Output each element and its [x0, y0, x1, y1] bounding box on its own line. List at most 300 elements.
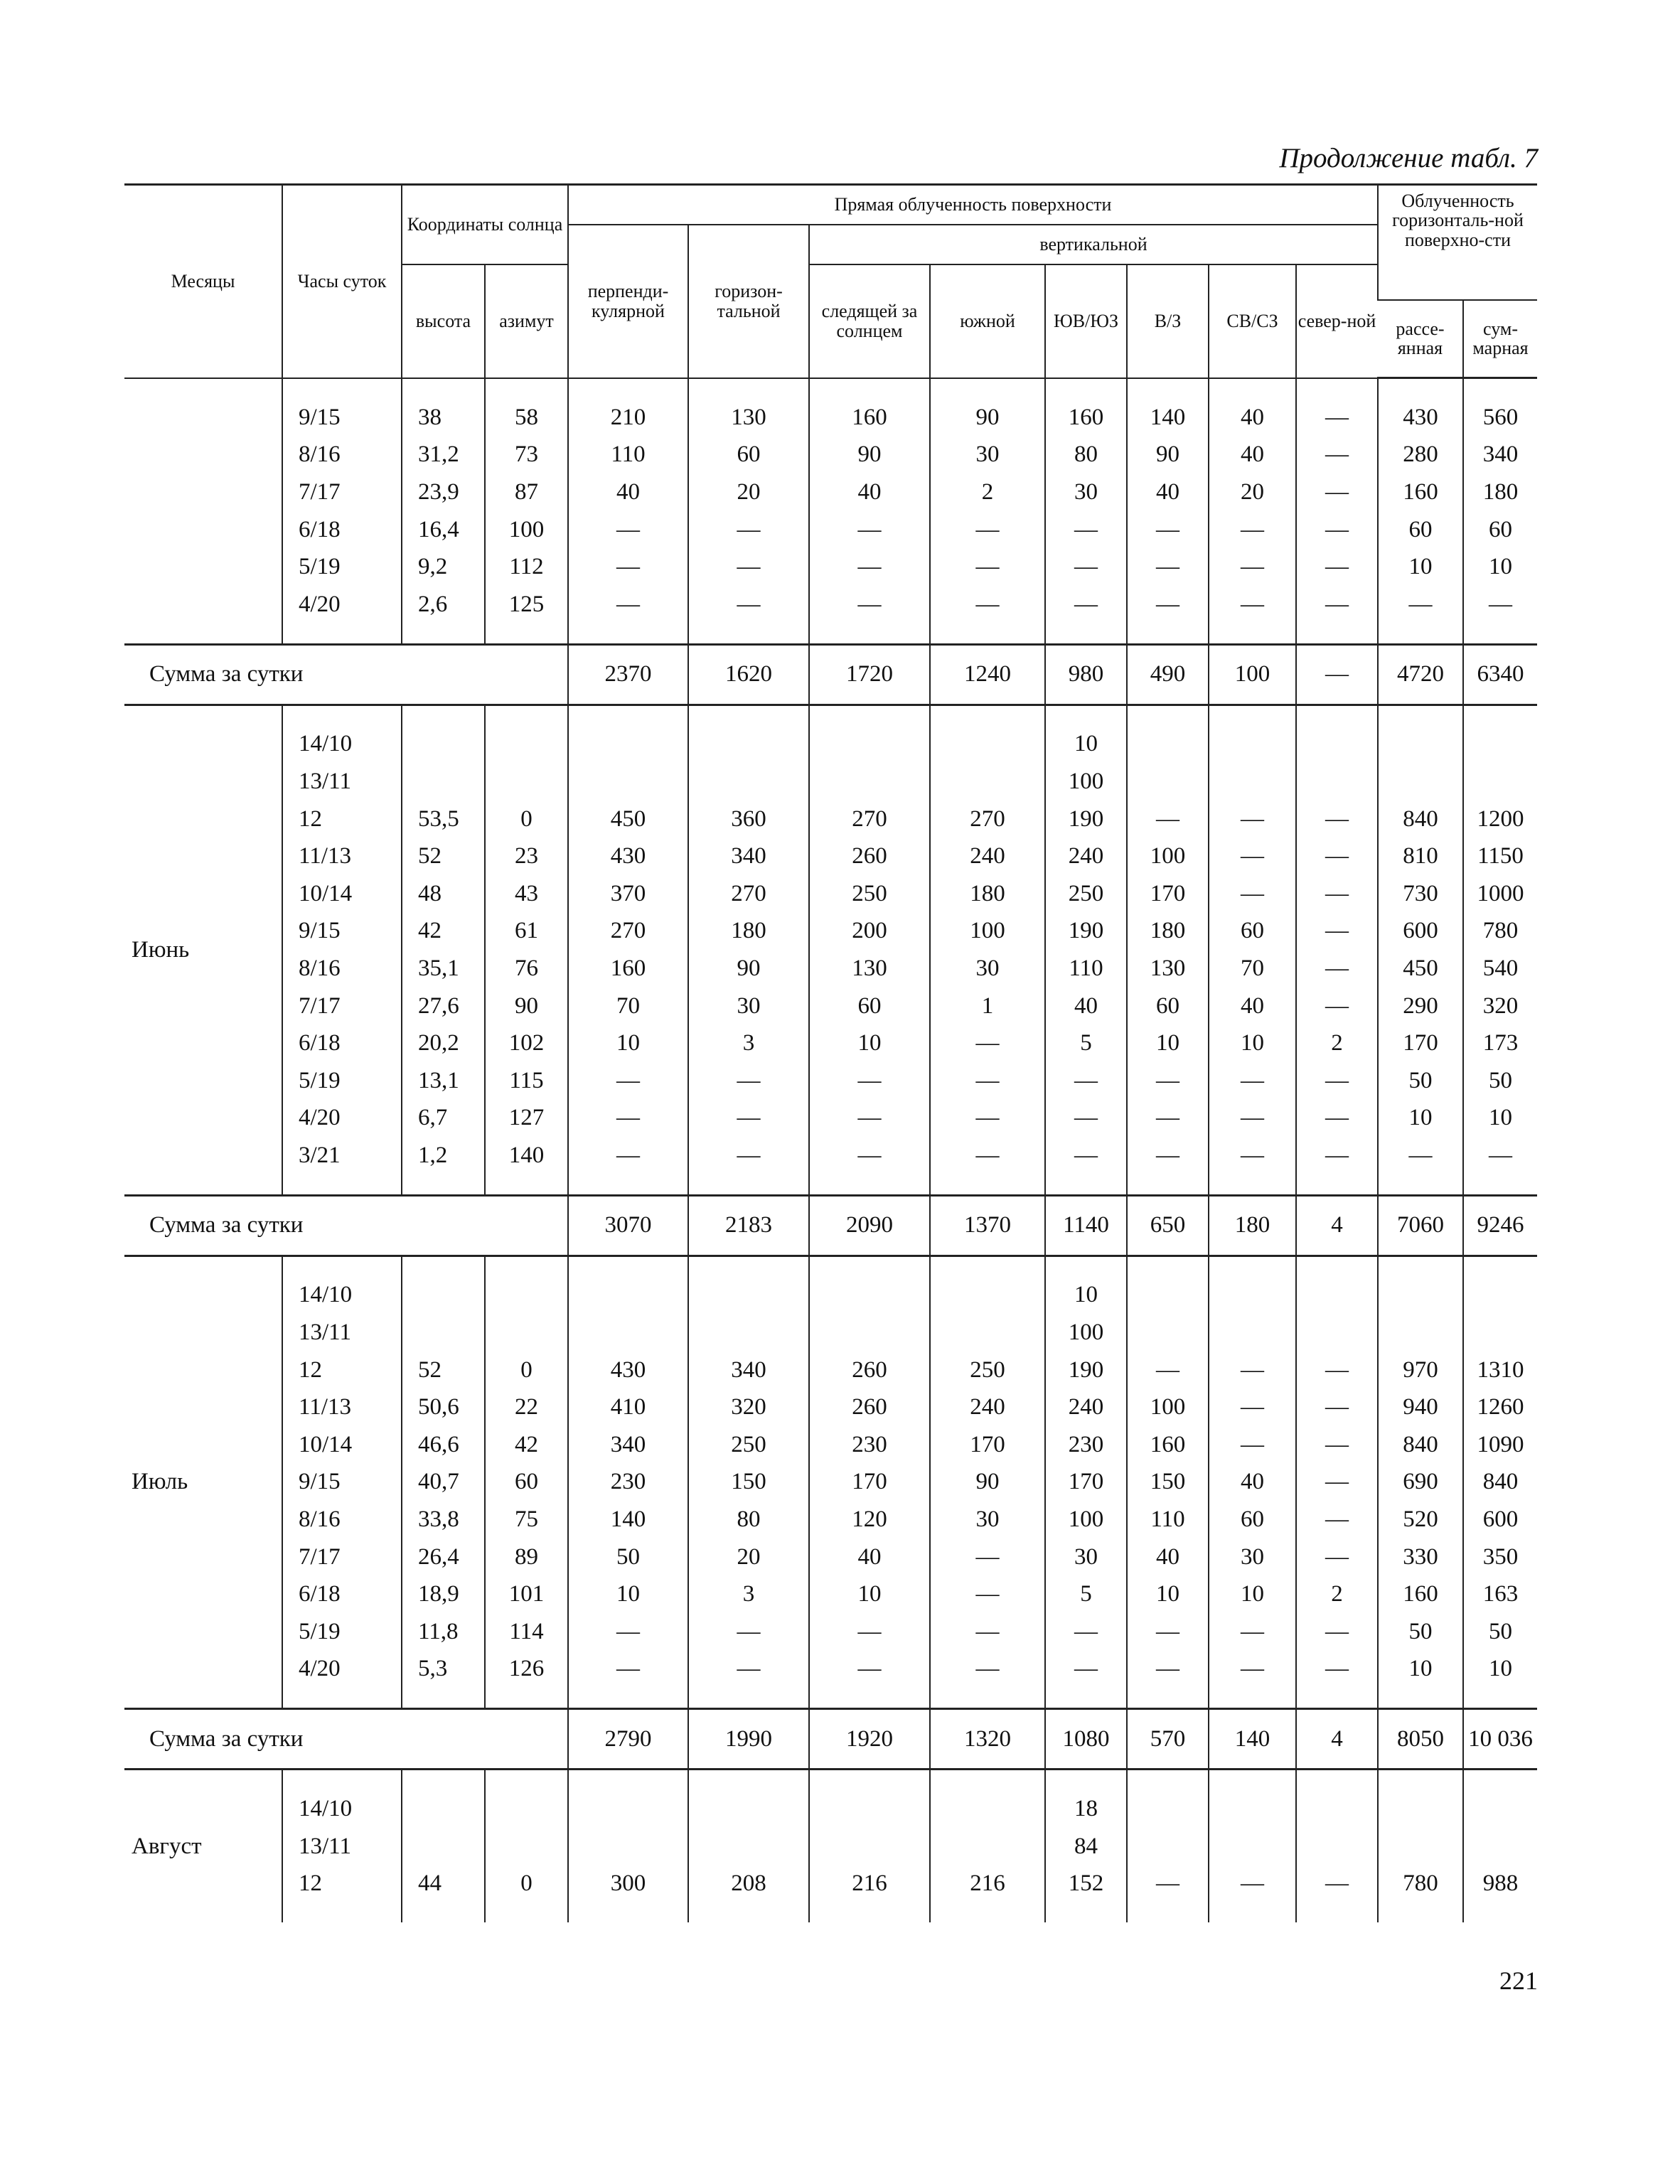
- table-cell: [1127, 1277, 1209, 1315]
- table-cell: —: [1296, 950, 1378, 987]
- spacer-cell: [1463, 1770, 1537, 1791]
- table-cell: 360: [688, 801, 809, 838]
- spacer-cell: [1378, 623, 1463, 645]
- table-cell: —: [1127, 511, 1209, 549]
- table-cell: 5/19: [282, 1613, 402, 1651]
- table-cell: [1378, 1314, 1463, 1351]
- table-cell: [485, 1314, 568, 1351]
- table-cell: 340: [568, 1426, 688, 1464]
- spacer-cell: [1463, 623, 1537, 645]
- table-cell: —: [688, 1100, 809, 1138]
- spacer-cell: [930, 378, 1045, 400]
- spacer-cell: [568, 1256, 688, 1277]
- spacer-cell: [1045, 1770, 1127, 1791]
- table-cell: 690: [1378, 1464, 1463, 1502]
- table-cell: 810: [1378, 837, 1463, 875]
- table-cell: —: [1463, 1137, 1537, 1174]
- table-row: [124, 1137, 1537, 1174]
- table-cell: —: [1296, 1538, 1378, 1576]
- table-cell: 370: [568, 875, 688, 913]
- month-cell: [124, 378, 282, 645]
- table-cell: [1296, 1277, 1378, 1315]
- sum-cell: 2370: [568, 644, 688, 705]
- daily-sum-row: [124, 644, 1537, 705]
- table-cell: 5: [1045, 1575, 1127, 1613]
- table-cell: 160: [568, 950, 688, 987]
- table-cell: 14/10: [282, 1277, 402, 1315]
- table-cell: 320: [1463, 987, 1537, 1025]
- table-cell: —: [930, 1575, 1045, 1613]
- spacer-cell: [402, 1174, 485, 1196]
- table-cell: 600: [1463, 1501, 1537, 1538]
- table-cell: 230: [1045, 1426, 1127, 1464]
- table-cell: 10/14: [282, 1426, 402, 1464]
- table-cell: —: [1296, 1865, 1378, 1902]
- sum-cell: 3070: [568, 1195, 688, 1256]
- table-cell: 18,9: [402, 1575, 485, 1613]
- table-cell: 100: [1045, 763, 1127, 801]
- table-cell: [688, 1828, 809, 1866]
- table-cell: 190: [1045, 913, 1127, 951]
- table-cell: —: [688, 1651, 809, 1688]
- table-cell: —: [688, 586, 809, 623]
- spacer-cell: [1127, 1688, 1209, 1709]
- table-cell: —: [1209, 837, 1296, 875]
- table-cell: —: [930, 1062, 1045, 1100]
- table-cell: [568, 763, 688, 801]
- sum-cell: 1320: [930, 1709, 1045, 1770]
- daily-sum-label: Сумма за сутки: [124, 644, 568, 705]
- table-cell: 170: [809, 1464, 930, 1502]
- table-cell: —: [930, 1100, 1045, 1138]
- spacer-cell: [568, 378, 688, 400]
- table-cell: 40,7: [402, 1464, 485, 1502]
- table-cell: 10: [1045, 726, 1127, 764]
- table-cell: 180: [930, 875, 1045, 913]
- table-cell: 27,6: [402, 987, 485, 1025]
- spacer-cell: [1127, 1770, 1209, 1791]
- table-cell: 50,6: [402, 1388, 485, 1426]
- table-cell: 10: [1378, 1651, 1463, 1688]
- table-cell: 40: [1127, 1538, 1209, 1576]
- table-cell: [1127, 1828, 1209, 1866]
- table-cell: 230: [809, 1426, 930, 1464]
- table-cell: [1209, 763, 1296, 801]
- table-cell: —: [1296, 437, 1378, 474]
- table-cell: [485, 726, 568, 764]
- table-cell: 35,1: [402, 950, 485, 987]
- table-row: [124, 1388, 1537, 1426]
- sum-cell: 4: [1296, 1709, 1378, 1770]
- table-cell: 60: [1127, 987, 1209, 1025]
- table-cell: 160: [809, 399, 930, 437]
- table-cell: 33,8: [402, 1501, 485, 1538]
- table-cell: 40: [1209, 1464, 1296, 1502]
- table-cell: 22: [485, 1388, 568, 1426]
- sum-cell: 650: [1127, 1195, 1209, 1256]
- table-cell: 270: [809, 801, 930, 838]
- sum-cell: 490: [1127, 644, 1209, 705]
- table-cell: 80: [688, 1501, 809, 1538]
- table-cell: 290: [1378, 987, 1463, 1025]
- table-cell: —: [809, 1651, 930, 1688]
- table-cell: —: [1045, 511, 1127, 549]
- table-cell: —: [930, 1651, 1045, 1688]
- table-cell: 10: [1209, 1024, 1296, 1062]
- sum-cell: 7060: [1378, 1195, 1463, 1256]
- table-cell: 13/11: [282, 1314, 402, 1351]
- table-cell: 90: [930, 399, 1045, 437]
- table-cell: 20,2: [402, 1024, 485, 1062]
- spacer-cell: [568, 1902, 688, 1922]
- sum-cell: 1080: [1045, 1709, 1127, 1770]
- table-cell: 430: [568, 837, 688, 875]
- table-cell: [688, 1314, 809, 1351]
- table-cell: 10: [1463, 1100, 1537, 1138]
- table-cell: 100: [1045, 1314, 1127, 1351]
- table-cell: 320: [688, 1388, 809, 1426]
- table-row: [124, 913, 1537, 951]
- table-cell: 23,9: [402, 473, 485, 511]
- table-cell: 9/15: [282, 399, 402, 437]
- table-cell: [1378, 763, 1463, 801]
- spacer-cell: [1127, 705, 1209, 726]
- table-cell: 250: [1045, 875, 1127, 913]
- table-cell: 540: [1463, 950, 1537, 987]
- table-cell: —: [688, 511, 809, 549]
- table-cell: 140: [568, 1501, 688, 1538]
- spacer-row: [124, 623, 1537, 645]
- table-cell: 350: [1463, 1538, 1537, 1576]
- table-cell: —: [1045, 1651, 1127, 1688]
- table-cell: 1260: [1463, 1388, 1537, 1426]
- spacer-row: [124, 1902, 1537, 1922]
- spacer-cell: [1378, 1256, 1463, 1277]
- table-cell: 100: [930, 913, 1045, 951]
- table-cell: [1127, 1314, 1209, 1351]
- table-cell: 0: [485, 1865, 568, 1902]
- table-cell: 7/17: [282, 1538, 402, 1576]
- table-row: [124, 399, 1537, 437]
- sum-cell: 2790: [568, 1709, 688, 1770]
- sum-cell: 1720: [809, 644, 930, 705]
- spacer-cell: [282, 623, 402, 645]
- table-cell: 112: [485, 548, 568, 586]
- table-cell: —: [1296, 837, 1378, 875]
- table-cell: —: [568, 1137, 688, 1174]
- table-cell: —: [688, 1137, 809, 1174]
- spacer-cell: [809, 1902, 930, 1922]
- table-cell: —: [1296, 1464, 1378, 1502]
- sum-cell: 570: [1127, 1709, 1209, 1770]
- table-cell: 250: [688, 1426, 809, 1464]
- spacer-cell: [485, 705, 568, 726]
- spacer-cell: [930, 705, 1045, 726]
- table-cell: 216: [809, 1865, 930, 1902]
- table-cell: 1310: [1463, 1351, 1537, 1389]
- table-cell: [568, 1790, 688, 1828]
- table-cell: 40: [809, 1538, 930, 1576]
- table-cell: 102: [485, 1024, 568, 1062]
- table-row: [124, 586, 1537, 623]
- daily-sum-label: Сумма за сутки: [124, 1195, 568, 1256]
- table-cell: —: [1209, 586, 1296, 623]
- header-tracking: следящей за солнцем: [809, 264, 930, 378]
- table-cell: 410: [568, 1388, 688, 1426]
- spacer-cell: [485, 1256, 568, 1277]
- table-cell: 14/10: [282, 726, 402, 764]
- table-row: [124, 1538, 1537, 1576]
- spacer-cell: [930, 623, 1045, 645]
- sum-cell: 980: [1045, 644, 1127, 705]
- table-row: [124, 726, 1537, 764]
- table-cell: 11,8: [402, 1613, 485, 1651]
- table-cell: —: [930, 511, 1045, 549]
- table-cell: 970: [1378, 1351, 1463, 1389]
- table-cell: 40: [1209, 399, 1296, 437]
- table-cell: 110: [568, 437, 688, 474]
- table-cell: [1463, 763, 1537, 801]
- table-cell: 730: [1378, 875, 1463, 913]
- table-cell: 50: [1463, 1613, 1537, 1651]
- spacer-cell: [1045, 1174, 1127, 1196]
- table-cell: 780: [1378, 1865, 1463, 1902]
- table-cell: 840: [1378, 1426, 1463, 1464]
- header-azimuth: азимут: [485, 264, 568, 378]
- table-cell: 340: [688, 837, 809, 875]
- header-e-w: В/З: [1127, 264, 1209, 378]
- table-cell: 0: [485, 1351, 568, 1389]
- table-cell: 216: [930, 1865, 1045, 1902]
- table-cell: [402, 1790, 485, 1828]
- spacer-cell: [1045, 1902, 1127, 1922]
- spacer-cell: [402, 623, 485, 645]
- table-cell: —: [1296, 801, 1378, 838]
- spacer-cell: [688, 623, 809, 645]
- table-cell: 2: [930, 473, 1045, 511]
- table-cell: 40: [1209, 987, 1296, 1025]
- spacer-row: [124, 1256, 1537, 1277]
- spacer-cell: [1296, 705, 1378, 726]
- table-cell: —: [809, 586, 930, 623]
- table-cell: 560: [1463, 399, 1537, 437]
- spacer-cell: [1378, 1902, 1463, 1922]
- table-cell: 52: [402, 837, 485, 875]
- spacer-cell: [1209, 623, 1296, 645]
- table-cell: 30: [930, 950, 1045, 987]
- table-cell: —: [1209, 1351, 1296, 1389]
- table-cell: 90: [1127, 437, 1209, 474]
- table-cell: —: [1378, 1137, 1463, 1174]
- table-cell: 130: [809, 950, 930, 987]
- table-cell: —: [930, 1137, 1045, 1174]
- table-cell: 90: [485, 987, 568, 1025]
- table-cell: 173: [1463, 1024, 1537, 1062]
- table-row: [124, 1062, 1537, 1100]
- table-cell: [1378, 1828, 1463, 1866]
- table-cell: —: [1127, 1865, 1209, 1902]
- table-cell: [1296, 1790, 1378, 1828]
- sum-cell: 9246: [1463, 1195, 1537, 1256]
- table-cell: 90: [809, 437, 930, 474]
- table-cell: 1: [930, 987, 1045, 1025]
- table-cell: 127: [485, 1100, 568, 1138]
- month-cell: Июль: [124, 1256, 282, 1709]
- table-cell: —: [1296, 1100, 1378, 1138]
- table-cell: 280: [1378, 437, 1463, 474]
- spacer-cell: [809, 1174, 930, 1196]
- table-cell: 2: [1296, 1024, 1378, 1062]
- table-cell: 160: [1378, 1575, 1463, 1613]
- table-cell: —: [809, 1100, 930, 1138]
- table-cell: 6/18: [282, 1575, 402, 1613]
- table-cell: —: [1127, 801, 1209, 838]
- table-cell: —: [1296, 913, 1378, 951]
- spacer-cell: [1463, 1688, 1537, 1709]
- table-cell: 240: [930, 1388, 1045, 1426]
- table-cell: 8/16: [282, 1501, 402, 1538]
- table-cell: [1209, 1790, 1296, 1828]
- table-cell: 40: [1045, 987, 1127, 1025]
- table-cell: 100: [1127, 837, 1209, 875]
- table-cell: [1378, 1790, 1463, 1828]
- table-cell: 30: [688, 987, 809, 1025]
- table-cell: 61: [485, 913, 568, 951]
- table-cell: 84: [1045, 1828, 1127, 1866]
- table-cell: 140: [1127, 399, 1209, 437]
- page-number: 221: [1499, 1966, 1538, 1995]
- spacer-cell: [809, 705, 930, 726]
- spacer-row: [124, 378, 1537, 400]
- header-horizontal: горизон-тальной: [688, 225, 809, 378]
- spacer-cell: [282, 378, 402, 400]
- table-cell: —: [809, 1137, 930, 1174]
- spacer-cell: [809, 623, 930, 645]
- table-row: [124, 950, 1537, 987]
- sum-cell: —: [1296, 644, 1378, 705]
- spacer-cell: [485, 1770, 568, 1791]
- table-row: [124, 987, 1537, 1025]
- table-cell: [1378, 1277, 1463, 1315]
- table-cell: —: [568, 586, 688, 623]
- table-cell: —: [568, 511, 688, 549]
- sum-cell: 4720: [1378, 644, 1463, 705]
- table-cell: 50: [1378, 1613, 1463, 1651]
- spacer-cell: [1127, 1256, 1209, 1277]
- table-cell: 73: [485, 437, 568, 474]
- table-cell: 70: [568, 987, 688, 1025]
- table-cell: 2,6: [402, 586, 485, 623]
- sum-cell: 2090: [809, 1195, 930, 1256]
- table-cell: —: [1296, 1137, 1378, 1174]
- table-cell: 30: [930, 437, 1045, 474]
- table-cell: [809, 726, 930, 764]
- table-cell: 260: [809, 1351, 930, 1389]
- table-cell: —: [1209, 1062, 1296, 1100]
- table-cell: 10: [1045, 1277, 1127, 1315]
- daily-sum-row: [124, 1195, 1537, 1256]
- table-cell: —: [1296, 1501, 1378, 1538]
- spacer-cell: [402, 1770, 485, 1791]
- spacer-cell: [485, 1902, 568, 1922]
- table-cell: 240: [930, 837, 1045, 875]
- table-cell: 170: [1378, 1024, 1463, 1062]
- spacer-cell: [1378, 1770, 1463, 1791]
- spacer-cell: [1209, 705, 1296, 726]
- table-cell: 450: [568, 801, 688, 838]
- table-cell: [688, 1790, 809, 1828]
- table-cell: 940: [1378, 1388, 1463, 1426]
- table-row: [124, 1865, 1537, 1902]
- table-cell: 10: [1209, 1575, 1296, 1613]
- table-cell: [402, 1314, 485, 1351]
- table-cell: 58: [485, 399, 568, 437]
- table-cell: 6/18: [282, 1024, 402, 1062]
- table-cell: [930, 1828, 1045, 1866]
- sum-cell: 6340: [1463, 644, 1537, 705]
- spacer-cell: [282, 1688, 402, 1709]
- table-cell: 190: [1045, 1351, 1127, 1389]
- table-cell: —: [1296, 1388, 1378, 1426]
- table-cell: 520: [1378, 1501, 1463, 1538]
- spacer-cell: [1296, 378, 1378, 400]
- spacer-cell: [1045, 378, 1127, 400]
- table-cell: 163: [1463, 1575, 1537, 1613]
- table-cell: 450: [1378, 950, 1463, 987]
- table-cell: 340: [1463, 437, 1537, 474]
- sum-cell: 10 036: [1463, 1709, 1537, 1770]
- spacer-row: [124, 1688, 1537, 1709]
- table-cell: 240: [1045, 1388, 1127, 1426]
- table-cell: 114: [485, 1613, 568, 1651]
- table-cell: 60: [1463, 511, 1537, 549]
- table-cell: [485, 1277, 568, 1315]
- header-horiz-irr: Облученность горизонталь-ной поверхно-сти: [1378, 185, 1537, 300]
- table-cell: 40: [1209, 437, 1296, 474]
- table-cell: 988: [1463, 1865, 1537, 1902]
- sum-cell: 1240: [930, 644, 1045, 705]
- spacer-cell: [1463, 705, 1537, 726]
- table-cell: 50: [1378, 1062, 1463, 1100]
- table-cell: 110: [1045, 950, 1127, 987]
- table-cell: —: [1209, 1426, 1296, 1464]
- spacer-cell: [1127, 378, 1209, 400]
- table-cell: 5/19: [282, 1062, 402, 1100]
- table-cell: 8/16: [282, 950, 402, 987]
- table-row: [124, 511, 1537, 549]
- table-cell: 270: [930, 801, 1045, 838]
- table-body: [124, 378, 1537, 1923]
- table-cell: —: [1127, 1062, 1209, 1100]
- sum-cell: 1140: [1045, 1195, 1127, 1256]
- table-cell: 10: [568, 1024, 688, 1062]
- spacer-cell: [568, 1688, 688, 1709]
- table-cell: 40: [568, 473, 688, 511]
- spacer-cell: [485, 623, 568, 645]
- table-cell: 20: [688, 473, 809, 511]
- spacer-cell: [1209, 1902, 1296, 1922]
- table-cell: 208: [688, 1865, 809, 1902]
- table-cell: 10: [568, 1575, 688, 1613]
- table-cell: —: [1296, 399, 1378, 437]
- table-cell: 10: [1463, 548, 1537, 586]
- table-cell: —: [1209, 511, 1296, 549]
- spacer-cell: [1045, 705, 1127, 726]
- table-cell: [402, 1277, 485, 1315]
- table-cell: 76: [485, 950, 568, 987]
- table-cell: —: [1209, 548, 1296, 586]
- table-cell: 1,2: [402, 1137, 485, 1174]
